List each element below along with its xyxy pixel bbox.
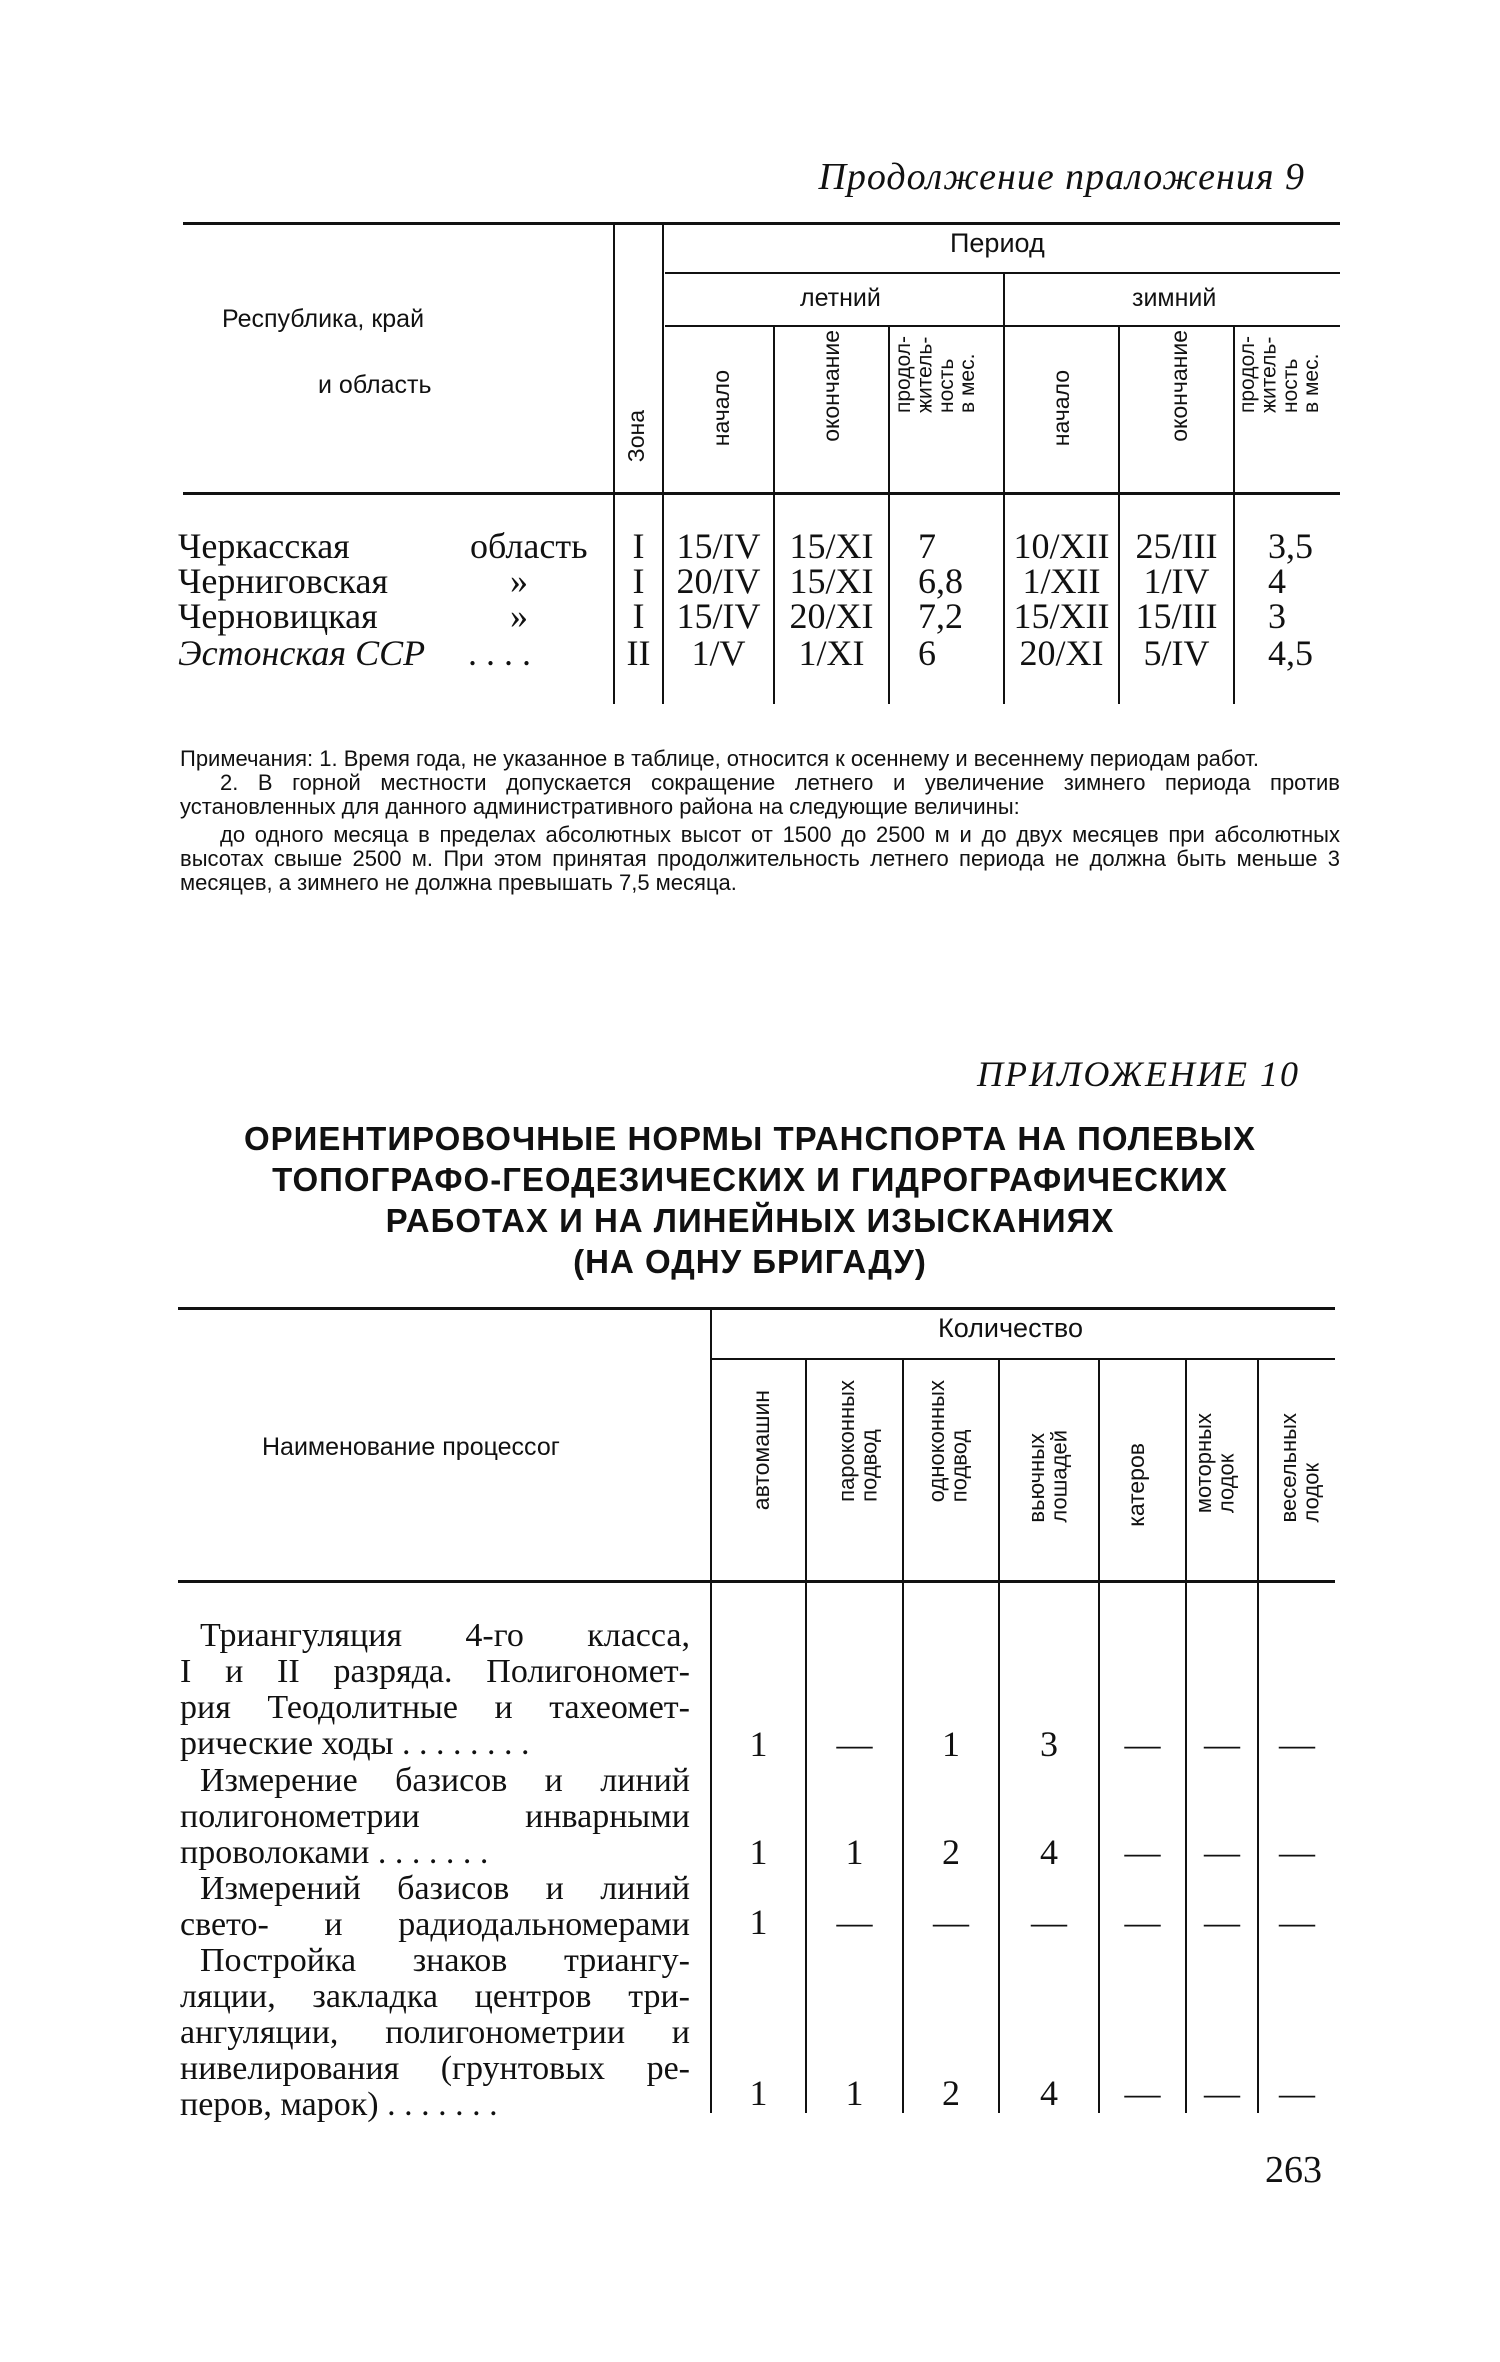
t1-head-winter: зимний (1132, 284, 1217, 312)
appendix-title-line: (НА ОДНУ БРИГАДУ) (573, 1243, 927, 1280)
t1-s-end: 20/XI (789, 596, 874, 636)
t1-head-s-end: окончание (818, 330, 844, 442)
t2-val-1: 1 (749, 2073, 768, 2113)
t2-row-dots: . . . . . . . . (393, 1725, 530, 1762)
t1-head-w-start: начало (1048, 370, 1074, 447)
t2-val-3: 1 (942, 1724, 960, 1764)
t2-row-last-line (180, 2087, 690, 2123)
t1-w-end: 5/IV (1143, 633, 1210, 673)
t1-s-end: 15/XI (789, 561, 874, 601)
note-2: 2. В горной местности допускается сокращение летнего и увеличение зимнего периода против установленных для данного административного района на следующие величины: (180, 770, 1340, 819)
t1-region: Черкасская (178, 526, 350, 566)
t1-zone: I (632, 526, 645, 566)
t1-region-suffix: . . . . (468, 633, 531, 673)
appendix-title (150, 1118, 1350, 1282)
t1-s-end: 1/XI (798, 633, 865, 673)
t1-region: Эстонская ССР (178, 633, 426, 673)
t2-row-dots: . . . . . . . (369, 1834, 489, 1871)
t2-row-line: нивелирования (грунтовых ре- (180, 2050, 690, 2087)
t1-w-dur: 3 (1268, 596, 1286, 636)
t2-val-5: — (1124, 1724, 1161, 1764)
t2-row-line: ангуляции, полигонометрии и (180, 2014, 690, 2051)
t2-row-line: Постройка знаков триангу- (200, 1942, 690, 1979)
t2-val-2: — (836, 1902, 873, 1942)
t1-region: Черниговская (178, 561, 389, 601)
t1-w-dur: 4,5 (1268, 633, 1313, 673)
t1-w-dur: 3,5 (1268, 526, 1313, 566)
t1-region-suffix: область (470, 526, 588, 566)
t2-val-7: — (1279, 1832, 1315, 1872)
t2-row-line: полигонометрии инварными (180, 1798, 690, 1835)
t2-row-line: ляции, закладка центров три- (180, 1978, 690, 2015)
table-notes (180, 747, 1340, 895)
t2-head-col-4: вьючных лошадей (1024, 1430, 1072, 1523)
t2-head-name: Наименование процессог (262, 1433, 560, 1461)
t2-val-5: — (1124, 1832, 1161, 1872)
t2-val-3: 2 (942, 1832, 960, 1872)
t1-vline-7 (1233, 325, 1235, 704)
t2-val-3: — (933, 1902, 969, 1942)
t1-head-zone: Зона (623, 410, 649, 463)
t2-val-7: — (1279, 1902, 1315, 1942)
t1-head-w-end: окончание (1166, 330, 1192, 442)
t1-s-dur: 7 (918, 526, 936, 566)
t1-s-start: 15/IV (676, 596, 761, 636)
t2-vline-1 (710, 1307, 712, 2113)
t1-region-suffix: » (510, 561, 528, 601)
t2-row-line: Измерение базисов и линий (200, 1762, 690, 1799)
t2-row-last-text: свето- и радиодальномерами (180, 1906, 690, 1943)
t2-val-6: — (1204, 1724, 1240, 1764)
t2-val-5: — (1124, 2073, 1161, 2113)
t1-w-start: 15/XII (1013, 596, 1110, 636)
t2-row-line: рия Теодолитные и тахеомет- (180, 1689, 690, 1726)
t2-val-6: — (1204, 2073, 1240, 2113)
t2-head-col-1: автомашин (748, 1390, 774, 1511)
t2-head-col-7: весельных лодок (1276, 1413, 1324, 1523)
t1-head-s-start: начало (708, 370, 734, 447)
t2-row-last-text: рические ходы (180, 1725, 394, 1762)
t1-s-end: 15/XI (789, 526, 874, 566)
t2-val-1: 1 (749, 1724, 768, 1764)
t1-w-start: 10/XII (1013, 526, 1110, 566)
t1-w-start: 1/XII (1022, 561, 1101, 601)
t1-s-dur: 6 (918, 633, 936, 673)
t2-val-4: 4 (1040, 1832, 1058, 1872)
t1-w-end: 15/III (1135, 596, 1218, 636)
t1-s-start: 1/V (691, 633, 746, 673)
t2-row-last-text: перов, марок) (180, 2086, 379, 2123)
t2-head-col-6: моторных лодок (1191, 1413, 1239, 1514)
t1-zone: I (632, 561, 645, 601)
appendix-title-line: РАБОТАХ И НА ЛИНЕЙНЫХ ИЗЫСКАНИЯХ (385, 1202, 1115, 1239)
continuation-header: Продолжение праложения 9 (818, 156, 1305, 198)
t1-s-start: 20/IV (676, 561, 761, 601)
t1-zone: I (632, 596, 645, 636)
t1-head-region-2: и область (318, 371, 432, 399)
t2-row-name (180, 1871, 690, 1943)
t2-val-7: — (1279, 2073, 1315, 2113)
t2-head-rule (178, 1580, 1335, 1583)
t2-row-name (180, 1943, 690, 2123)
note-1: Примечания: 1. Время года, не указанное в таблице, относится к осеннему и весеннему периодам работ. (180, 746, 1260, 771)
t2-val-2: 1 (845, 2073, 864, 2113)
t2-val-2: 1 (845, 1832, 864, 1872)
t2-row-last-line (180, 1907, 690, 1943)
t2-row-name (180, 1618, 690, 1762)
t2-head-col-2: пароконных подвод (834, 1380, 882, 1502)
t1-head-rule (183, 492, 1340, 495)
t1-w-end: 25/III (1135, 526, 1218, 566)
t1-region: Черновицкая (178, 596, 378, 636)
t2-row-line: Измерений базисов и линий (200, 1870, 690, 1907)
t2-head-quantity: Количество (938, 1313, 1083, 1343)
t2-head-col-5: катеров (1123, 1443, 1149, 1527)
t1-head-summer: летний (800, 284, 881, 312)
t2-val-7: — (1279, 1724, 1315, 1764)
t2-val-6: — (1204, 1902, 1240, 1942)
t1-head-period: Период (950, 228, 1045, 258)
t2-val-4: 3 (1040, 1724, 1058, 1764)
t2-row-last-text: проволоками (180, 1834, 370, 1871)
t2-row-line: Триангуляция 4-го класса, (200, 1617, 690, 1654)
t2-row-last-line (180, 1835, 690, 1871)
t2-val-6: — (1204, 1832, 1240, 1872)
t2-val-1: 1 (749, 1832, 768, 1872)
t2-val-1: 1 (749, 1902, 768, 1942)
appendix-label: ПРИЛОЖЕНИЕ 10 (977, 1054, 1300, 1094)
t1-vline-4 (888, 325, 890, 704)
t1-s-dur: 6,8 (918, 561, 963, 601)
appendix-title-line: ОРИЕНТИРОВОЧНЫЕ НОРМЫ ТРАНСПОРТА НА ПОЛЕВЫХ (243, 1120, 1257, 1157)
t1-top-rule (183, 222, 1340, 225)
t2-val-3: 2 (942, 2073, 960, 2113)
t2-row-name (180, 1763, 690, 1871)
t2-row-last-line (180, 1726, 690, 1762)
t1-s-start: 15/IV (676, 526, 761, 566)
t2-val-5: — (1124, 1902, 1161, 1942)
t1-head-s-dur: продол- житель- ность в мес. (892, 336, 980, 413)
t2-val-4: 4 (1040, 2073, 1058, 2113)
t1-head-w-dur: продол- житель- ность в мес. (1236, 336, 1324, 413)
t1-w-end: 1/IV (1143, 561, 1210, 601)
t1-s-dur: 7,2 (918, 596, 963, 636)
page-number: 263 (1265, 2149, 1322, 2191)
t2-val-4: — (1031, 1902, 1067, 1942)
appendix-title-line: ТОПОГРАФО-ГЕОДЕЗИЧЕСКИХ И ГИДРОГРАФИЧЕСКИХ (272, 1161, 1228, 1198)
t2-row-line: I и II разряда. Полигономет- (180, 1653, 690, 1690)
t2-row-dots: . . . . . . . (378, 2086, 498, 2123)
t1-head-region-1: Республика, край (222, 305, 425, 333)
note-3: до одного месяца в пределах абсолютных высот от 1500 до 2500 м и до двух месяцев при абсолютных высотах свыше 2500 м. При этом принятая продолжительность летнего периода не должна быть меньше 3 месяцев, а зимнего не должна превышать 7,5 месяца. (180, 822, 1340, 895)
t2-head-col-3: одноконных подвод (924, 1380, 972, 1503)
t2-val-2: — (836, 1724, 873, 1764)
t1-w-dur: 4 (1268, 561, 1286, 601)
t1-w-start: 20/XI (1019, 633, 1104, 673)
t2-top-rule (178, 1307, 1335, 1310)
t1-zone: II (626, 633, 651, 673)
t1-region-suffix: » (510, 596, 528, 636)
